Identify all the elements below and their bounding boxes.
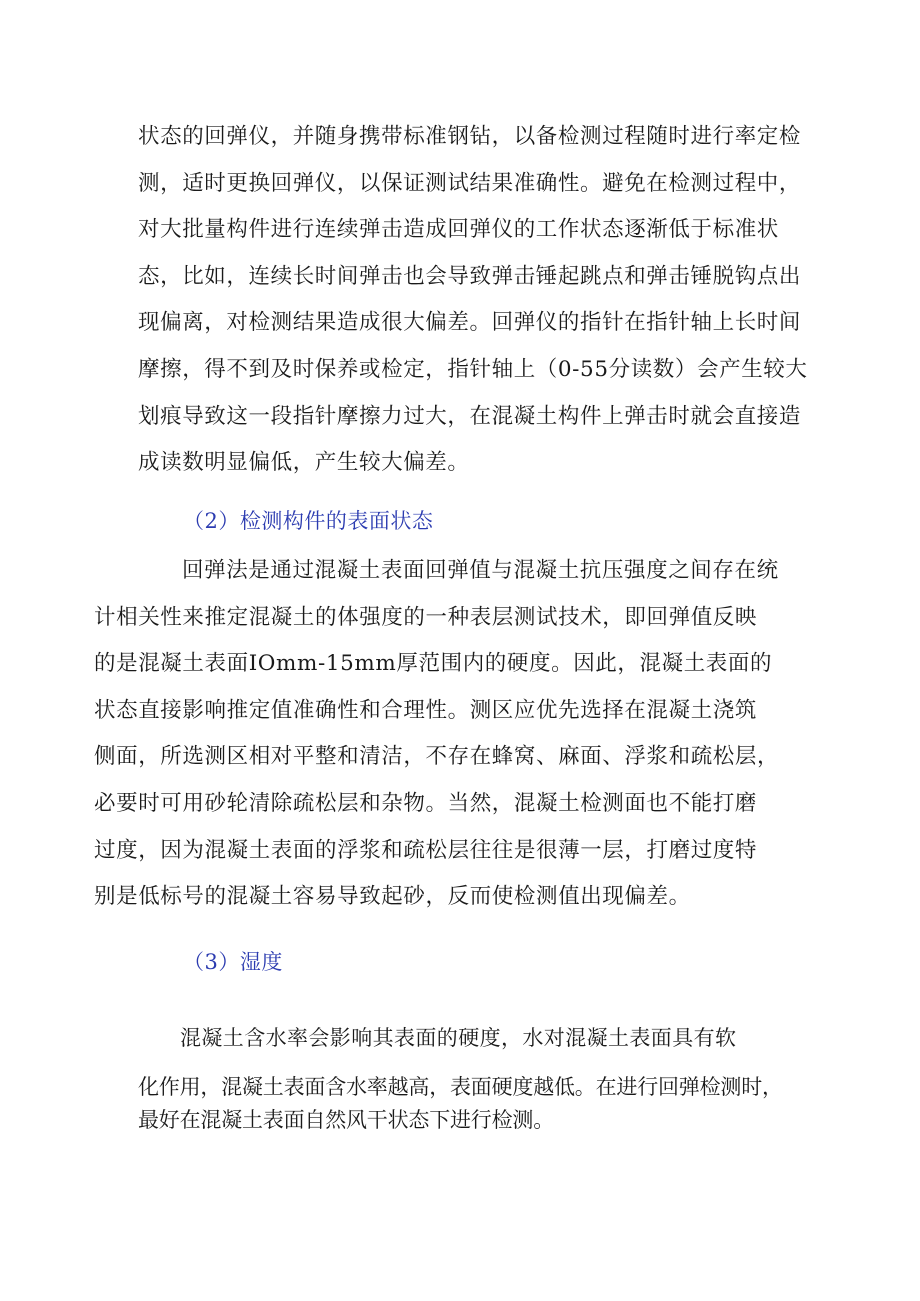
section-heading-humidity: （3）湿度 xyxy=(183,950,283,974)
text-line: 最好在混凝土表面自然风干状态下进行检测。 xyxy=(138,1108,554,1132)
paragraph-humidity xyxy=(138,1071,800,1137)
text-line: 侧面，所选测区相对平整和清洁，不存在蜂窝、麻面、浮浆和疏松层， xyxy=(94,744,780,770)
text-line: 状态的回弹仪，并随身携带标准钢钻，以备检测过程随时进行率定检 xyxy=(138,124,802,149)
text-line: 测，适时更换回弹仪，以保证测试结果准确性。避免在检测过程中， xyxy=(138,170,802,196)
text-line: 摩擦，得不到及时保养或检定，指针轴上（0-55分读数）会产生较大 xyxy=(138,356,808,382)
text-line: 状态直接影响推定值准确性和合理性。测区应优先选择在混凝土浇筑 xyxy=(94,697,758,723)
text-line: 必要时可用砂轮清除疏松层和杂物。当然，混凝土检测面也不能打磨 xyxy=(94,790,758,816)
text-line: 态，比如，连续长时间弹击也会导致弹击锤起跳点和弹击锤脱钩点出 xyxy=(138,263,802,289)
paragraph-humidity-first-line: 混凝土含水率会影响其表面的硬度，水对混凝土表面具有软 xyxy=(180,1026,737,1050)
text-line: 回弹法是通过混凝土表面回弹值与混凝土抗压强度之间存在统 xyxy=(182,558,779,583)
text-line: 过度，因为混凝土表面的浮浆和疏松层往往是很薄一层，打磨过度特 xyxy=(94,837,758,863)
section-heading-surface-state: （2）检测构件的表面状态 xyxy=(183,509,434,533)
text-line: 计相关性来推定混凝土的体强度的一种表层测试技术，即回弹值反映 xyxy=(94,604,758,630)
paragraph-surface-state xyxy=(94,548,800,921)
text-line: 别是低标号的混凝土容易导致起砂，反而使检测值出现偏差。 xyxy=(94,884,691,910)
text-line: 化作用，混凝土表面含水率越高，表面硬度越低。在进行回弹检测时， xyxy=(138,1075,783,1099)
text-line: 对大批量构件进行连续弹击造成回弹仪的工作状态逐渐低于标准状 xyxy=(138,217,779,243)
paragraph-rebound-instrument-state xyxy=(138,114,808,487)
text-line: 划痕导致这一段指针摩擦力过大，在混凝土构件上弹击时就会直接造 xyxy=(138,403,802,429)
text-line: 现偏离，对检测结果造成很大偏差。回弹仪的指针在指针轴上长时间 xyxy=(138,310,802,336)
text-line: 的是混凝土表面IOmm-15mm厚范围内的硬度。因此，混凝土表面的 xyxy=(94,651,773,677)
text-line: 成读数明显偏低，产生较大偏差。 xyxy=(138,450,470,476)
